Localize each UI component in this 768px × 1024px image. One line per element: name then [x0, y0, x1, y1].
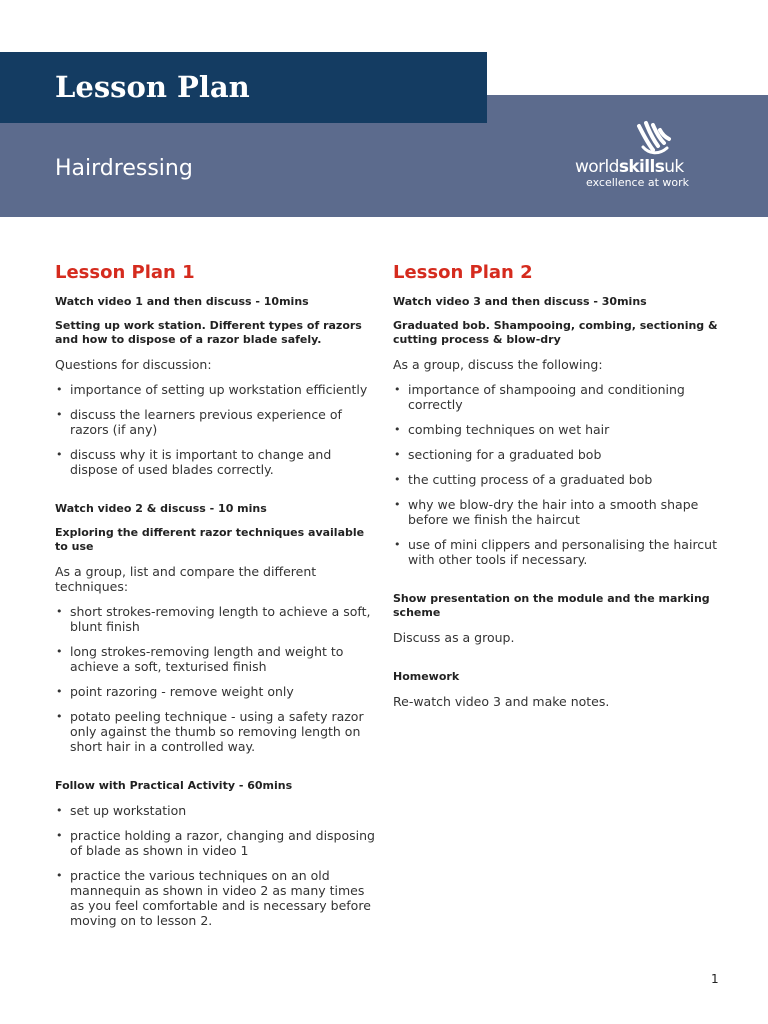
- video-1-intro: Questions for discussion:: [55, 357, 212, 372]
- list-item: • practice holding a razor, changing and disposing of blade as shown in video 1: [55, 828, 380, 858]
- list-item: • long strokes-removing length and weight to achieve a soft, texturised finish: [55, 644, 380, 674]
- lesson-plan-2: [393, 262, 718, 709]
- list-item: • set up workstation: [55, 803, 380, 818]
- page-number: 1: [711, 972, 719, 986]
- video-1-subtitle: Setting up work station. Different types of razors and how to dispose of a razor blade safely.: [55, 319, 362, 346]
- practical-activity-list: [55, 803, 380, 928]
- list-item: • practice the various techniques on an old mannequin as shown in video 2 as many times as you feel comfortable and is necessary before moving on to lesson 2.: [55, 868, 380, 928]
- list-item: • potato peeling technique - using a safety razor only against the thumb so removing length on short hair in a controlled way.: [55, 709, 380, 754]
- list-item: • why we blow-dry the hair into a smooth shape before we finish the haircut: [393, 497, 718, 527]
- video-1-title: Watch video 1 and then discuss - 10mins: [55, 295, 309, 308]
- worldskills-logo: [575, 120, 705, 192]
- video-2-techniques-list: [55, 604, 380, 754]
- document-subtitle: Hairdressing: [55, 156, 193, 181]
- list-item: • importance of setting up workstation efficiently: [55, 382, 380, 397]
- homework-body: Re-watch video 3 and make notes.: [393, 694, 610, 709]
- video-2-subtitle: Exploring the different razor techniques available to use: [55, 526, 365, 553]
- presentation-title: Show presentation on the module and the marking scheme: [393, 592, 710, 619]
- video-3-intro: As a group, discuss the following:: [393, 357, 603, 372]
- list-item: • use of mini clippers and personalising the haircut with other tools if necessary.: [393, 537, 718, 567]
- lesson-plan-1-heading: Lesson Plan 1: [55, 262, 195, 283]
- homework-title: Homework: [393, 670, 460, 683]
- list-item: • point razoring - remove weight only: [55, 684, 380, 699]
- lesson-plan-1: [55, 262, 380, 938]
- list-item: • discuss the learners previous experience of razors (if any): [55, 407, 380, 437]
- logo-wordmark: worldskillsuk: [575, 157, 684, 177]
- list-item: • the cutting process of a graduated bob: [393, 472, 718, 487]
- list-item: • importance of shampooing and conditioning correctly: [393, 382, 718, 412]
- video-2-intro: As a group, list and compare the different techniques:: [55, 564, 317, 594]
- video-3-discussion-list: [393, 382, 718, 567]
- list-item: • sectioning for a graduated bob: [393, 447, 718, 462]
- video-3-title: Watch video 3 and then discuss - 30mins: [393, 295, 647, 308]
- list-item: • short strokes-removing length to achieve a soft, blunt finish: [55, 604, 380, 634]
- practical-activity-title: Follow with Practical Activity - 60mins: [55, 779, 293, 792]
- logo-tagline: excellence at work: [586, 176, 690, 189]
- video-2-title: Watch video 2 & discuss - 10 mins: [55, 502, 267, 515]
- video-1-discussion-list: [55, 382, 380, 477]
- list-item: • combing techniques on wet hair: [393, 422, 718, 437]
- list-item: • discuss why it is important to change and dispose of used blades correctly.: [55, 447, 380, 477]
- presentation-body: Discuss as a group.: [393, 630, 515, 645]
- lesson-plan-2-heading: Lesson Plan 2: [393, 262, 533, 283]
- video-3-subtitle: Graduated bob. Shampooing, combing, sectioning & cutting process & blow-dry: [393, 319, 718, 346]
- worldskills-hands-icon: [633, 120, 673, 156]
- document-title: Lesson Plan: [55, 70, 250, 104]
